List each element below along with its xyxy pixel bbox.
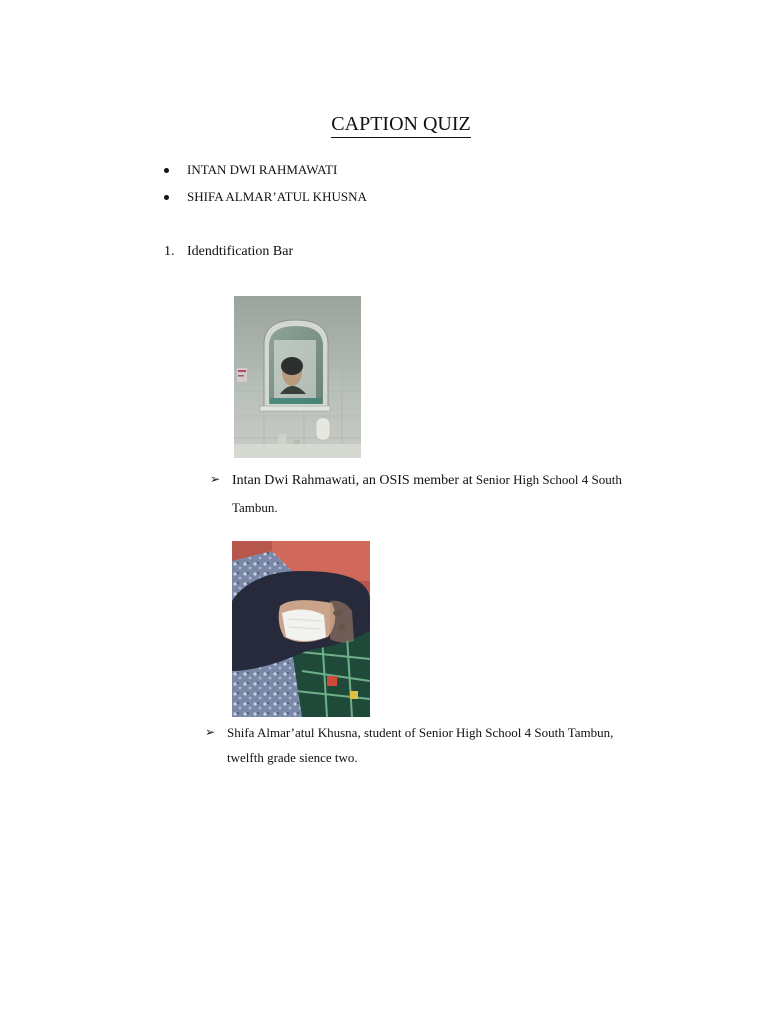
photo-caption bbox=[232, 466, 672, 521]
mirror-photo bbox=[234, 296, 361, 458]
author-name: INTAN DWI RAHMAWATI bbox=[187, 162, 338, 177]
selfie-photo bbox=[232, 541, 370, 717]
bullet-icon bbox=[164, 168, 169, 173]
heading-label: Idendtification Bar bbox=[187, 244, 294, 259]
author-name: SHIFA ALMAR’ATUL KHUSNA bbox=[187, 189, 367, 204]
caption-line: Shifa Almar’atul Khusna, student of Senior High School 4 South Tambun, bbox=[227, 725, 614, 740]
document-title: CAPTION QUIZ bbox=[0, 112, 768, 138]
caption-line: twelfth grade sience two. bbox=[227, 750, 358, 765]
arrow-bullet-icon: ➢ bbox=[205, 725, 216, 739]
arrow-bullet-icon: ➢ bbox=[210, 472, 221, 486]
caption-line: Tambun. bbox=[232, 500, 278, 515]
photo-caption bbox=[227, 719, 687, 771]
caption-line: Intan Dwi Rahmawati, an OSIS member at Senior High School 4 South bbox=[232, 472, 622, 488]
bullet-icon bbox=[164, 195, 169, 200]
heading-number: 1. bbox=[164, 244, 175, 259]
